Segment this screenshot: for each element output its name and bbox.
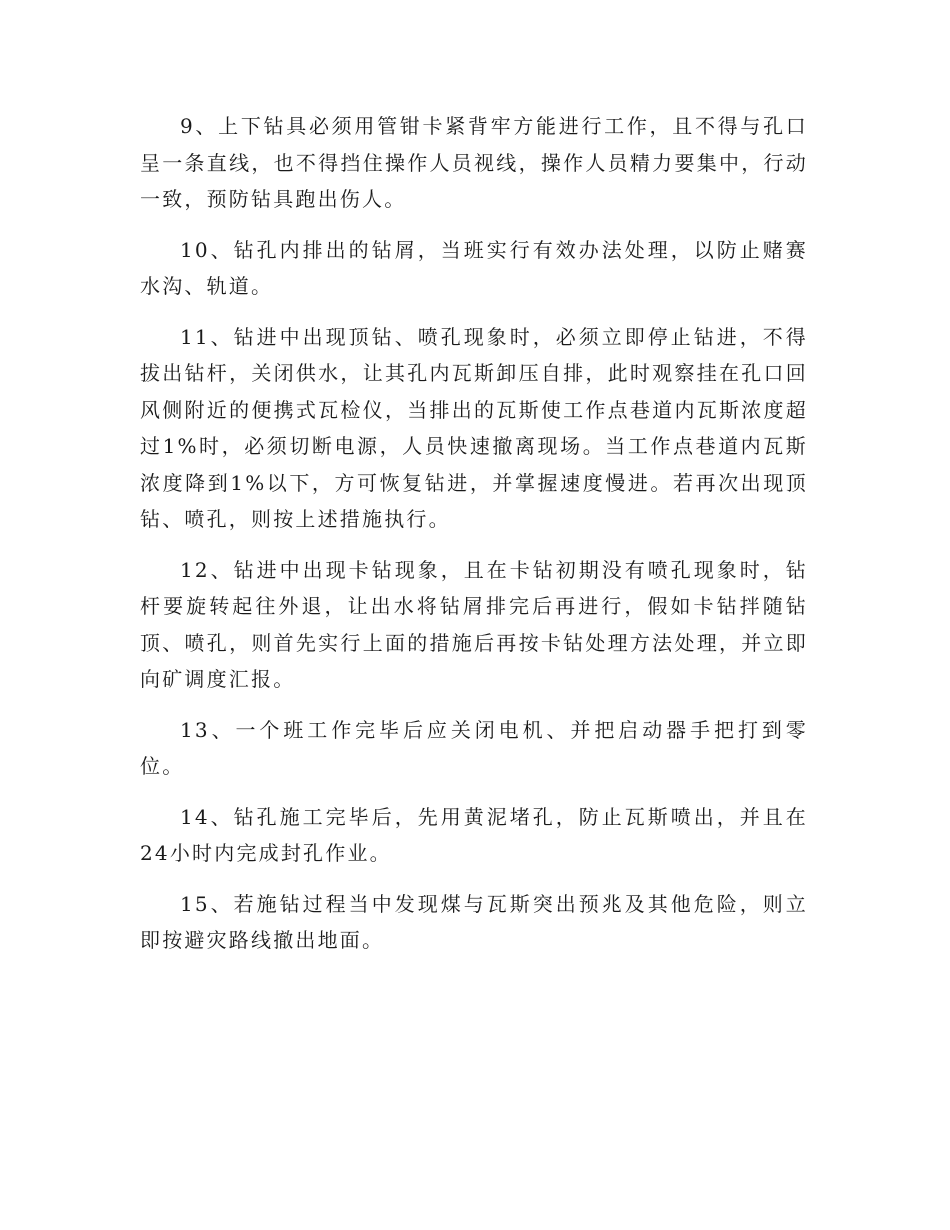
paragraph-item-12: 12、钻进中出现卡钻现象，且在卡钻初期没有喷孔现象时，钻杆要旋转起往外退，让出水将钻屑排完后再进行，假如卡钻拌随钻顶、喷孔，则首先实行上面的措施后再按卡钻处理方法处理，并立即向矿调度汇报。	[140, 557, 808, 691]
document-body	[140, 108, 808, 973]
paragraph-item-11: 11、钻进中出现顶钻、喷孔现象时，必须立即停止钻进，不得拔出钻杆，关闭供水，让其孔内瓦斯卸压自排，此时观察挂在孔口回风侧附近的便携式瓦检仪，当排出的瓦斯使工作点巷道内瓦斯浓度超过1%时，必须切断电源，人员快速撤离现场。当工作点巷道内瓦斯浓度降到1%以下，方可恢复钻进，并掌握速度慢进。若再次出现顶钻、喷孔，则按上述措施执行。	[140, 324, 808, 531]
paragraph-item-9: 9、上下钻具必须用管钳卡紧背牢方能进行工作，且不得与孔口呈一条直线，也不得挡住操作人员视线，操作人员精力要集中，行动一致，预防钻具跑出伤人。	[140, 114, 808, 211]
paragraph-item-15: 15、若施钻过程当中发现煤与瓦斯突出预兆及其他危险，则立即按避灾路线撤出地面。	[140, 891, 808, 952]
paragraph-item-13: 13、一个班工作完毕后应关闭电机、并把启动器手把打到零位。	[140, 717, 808, 778]
paragraph-item-10: 10、钻孔内排出的钻屑，当班实行有效办法处理，以防止赌赛水沟、轨道。	[140, 237, 808, 298]
paragraph-item-14: 14、钻孔施工完毕后，先用黄泥堵孔，防止瓦斯喷出，并且在24小时内完成封孔作业。	[140, 804, 808, 865]
